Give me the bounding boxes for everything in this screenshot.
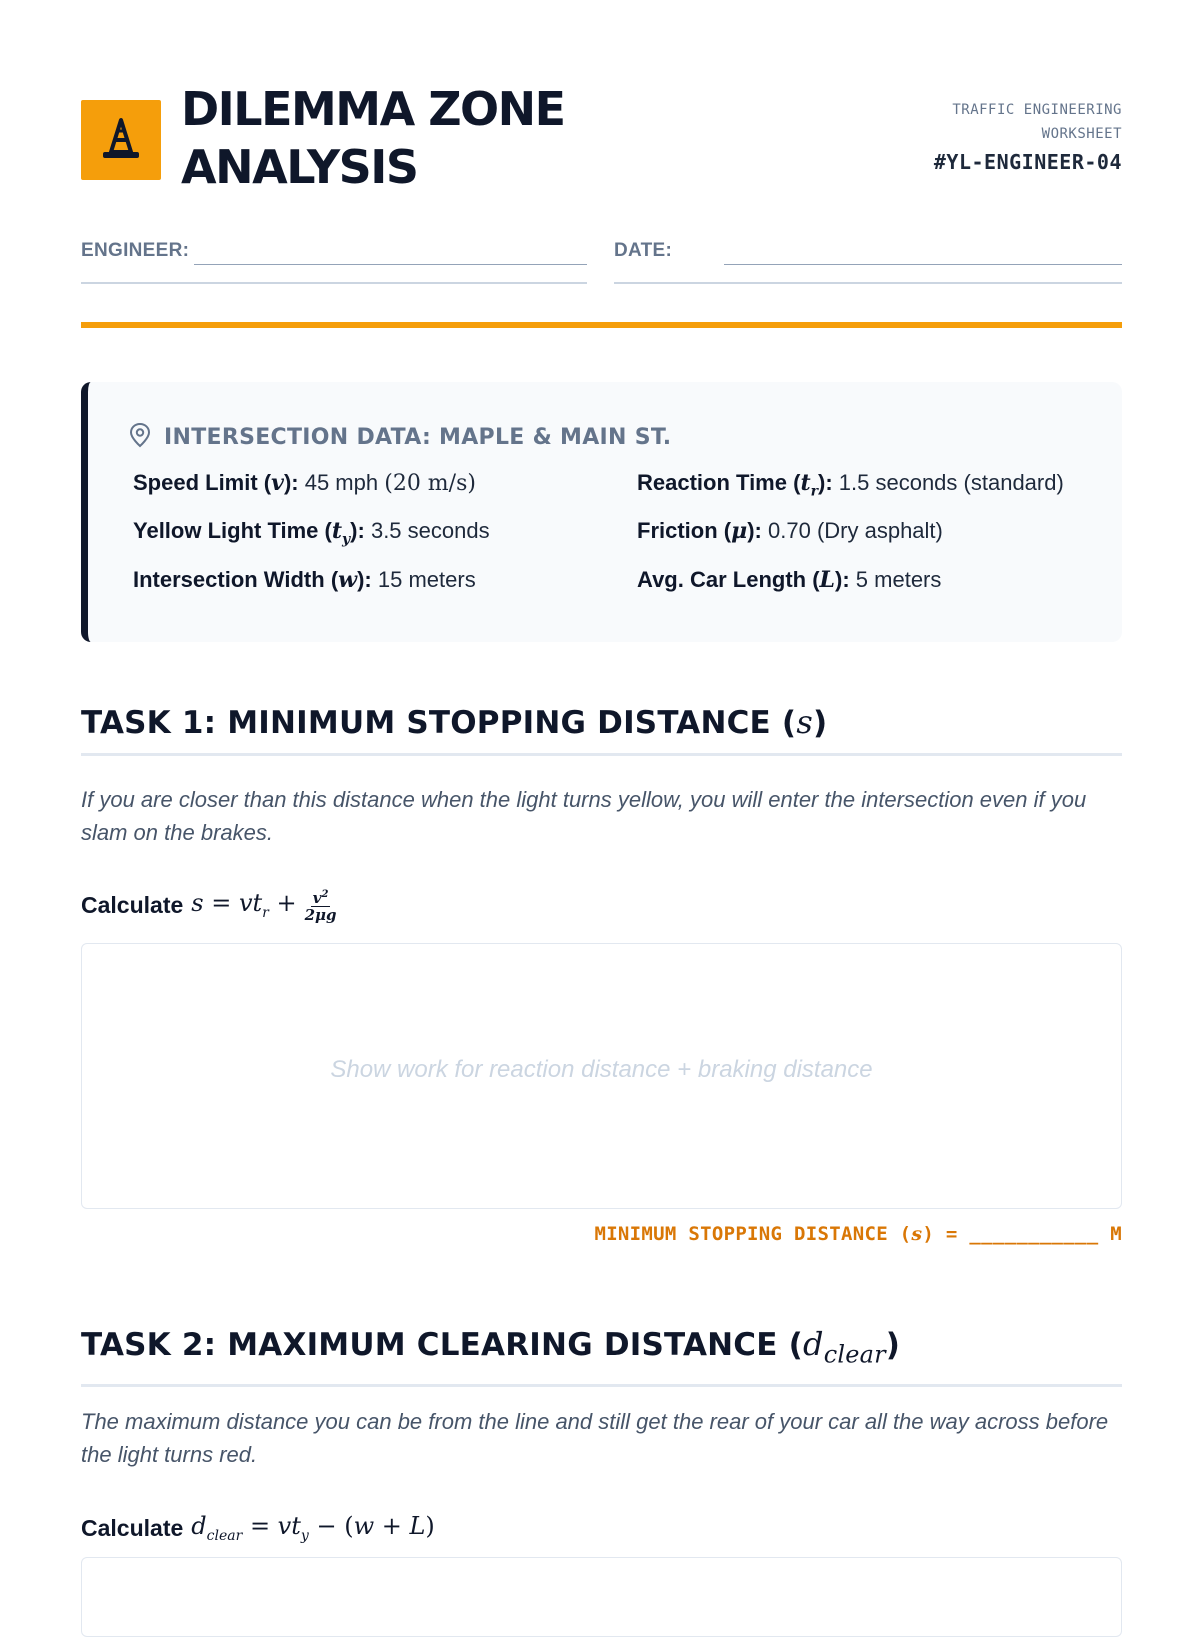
clearing-distance-equation: $d_{clear} = vt_y - (w + L)$ [191,1512,435,1544]
task-1-formula [81,880,337,930]
speed-limit-value: 45 mph [304,470,379,495]
task-1-answer-line[interactable]: MINIMUM STOPPING DISTANCE (s) = ___________ M [594,1223,1122,1245]
intersection-width-item: Intersection Width (w): 15 meters [133,567,476,593]
car-length-item: Avg. Car Length (L): 5 meters [637,567,942,593]
stopping-distance-equation: $s = vt_r$ + [191,889,297,921]
friction-label: Friction [637,518,718,543]
reaction-time-item: Reaction Time $(t_r)$: 1.5 seconds (standard) [637,470,1064,500]
meta-line-1: TRAFFIC ENGINEERING [952,102,1122,118]
car-length-label: Avg. Car Length [637,567,807,592]
date-blank[interactable] [724,264,1122,265]
reaction-time-label: Reaction Time [637,470,787,495]
worksheet-header [81,80,1122,200]
task-1-work-area[interactable] [81,943,1122,1209]
task-2-formula [81,1508,435,1548]
yellow-time-value: 3.5 seconds [370,518,490,543]
speed-limit-item: Speed Limit (v): 45 mph (20 m/s) [133,470,476,496]
title-line-2: ANALYSIS [181,140,418,194]
task-1-description: If you are closer than this distance when the light turns yellow, you will enter the intersection even if you slam on the brakes. [81,787,1087,845]
intersection-width-label: Intersection Width [133,567,325,592]
date-label: DATE: [614,240,673,261]
task-2-title: TASK 2: MAXIMUM CLEARING DISTANCE $(d_{clear})$ [81,1322,1122,1387]
worksheet-id: #YL-ENGINEER-04 [933,150,1122,174]
signature-fields [81,238,1122,284]
map-pin-icon [128,422,152,453]
intersection-width-value: 15 meters [377,567,476,592]
worksheet-page [81,0,1122,1600]
task-1-title: TASK 1: MINIMUM STOPPING DISTANCE (s) [81,700,1122,756]
speed-limit-label: Speed Limit [133,470,258,495]
task-2-title-text: TASK 2: MAXIMUM CLEARING DISTANCE [81,1327,778,1363]
traffic-cone-icon [81,100,161,180]
friction-value: 0.70 (Dry asphalt) [768,518,943,543]
engineer-field[interactable] [81,238,587,284]
task-2-description: The maximum distance you can be from the line and still get the rear of your car all the way across before the light turns red. [81,1409,1109,1467]
task-1-answer-blank[interactable]: = ___________ M [945,1223,1122,1245]
task-1-answer-label: MINIMUM STOPPING DISTANCE [594,1223,888,1245]
braking-fraction: $\frac{v^2}{2\mu g}$ [304,889,337,924]
engineer-blank[interactable] [194,264,587,265]
task-1-calculate-label: Calculate [81,891,184,918]
car-length-value: 5 meters [855,567,942,592]
engineer-label: ENGINEER: [81,240,190,261]
intersection-data-title: INTERSECTION DATA: MAPLE & MAIN ST. [164,424,672,450]
page-title [181,80,701,196]
date-field[interactable] [614,238,1122,284]
task-1-title-text: TASK 1: MINIMUM STOPPING DISTANCE [81,705,771,741]
friction-item: Friction (μ): 0.70 (Dry asphalt) [637,518,943,544]
intersection-data-card [81,382,1122,642]
yellow-time-item: Yellow Light Time $(t_y)$: 3.5 seconds [133,518,490,548]
task-1-work-placeholder: Show work for reaction distance + braking distance [330,1056,873,1083]
title-line-1: DILEMMA ZONE [181,82,565,136]
worksheet-meta [862,98,1122,174]
accent-divider [81,322,1122,328]
yellow-time-label: Yellow Light Time [133,518,319,543]
intersection-data-header [128,422,671,452]
task-2-work-area[interactable] [81,1557,1122,1637]
meta-line-2: WORKSHEET [1041,126,1122,142]
reaction-time-value: 1.5 seconds (standard) [838,470,1064,495]
task-2-calculate-label: Calculate [81,1514,184,1541]
